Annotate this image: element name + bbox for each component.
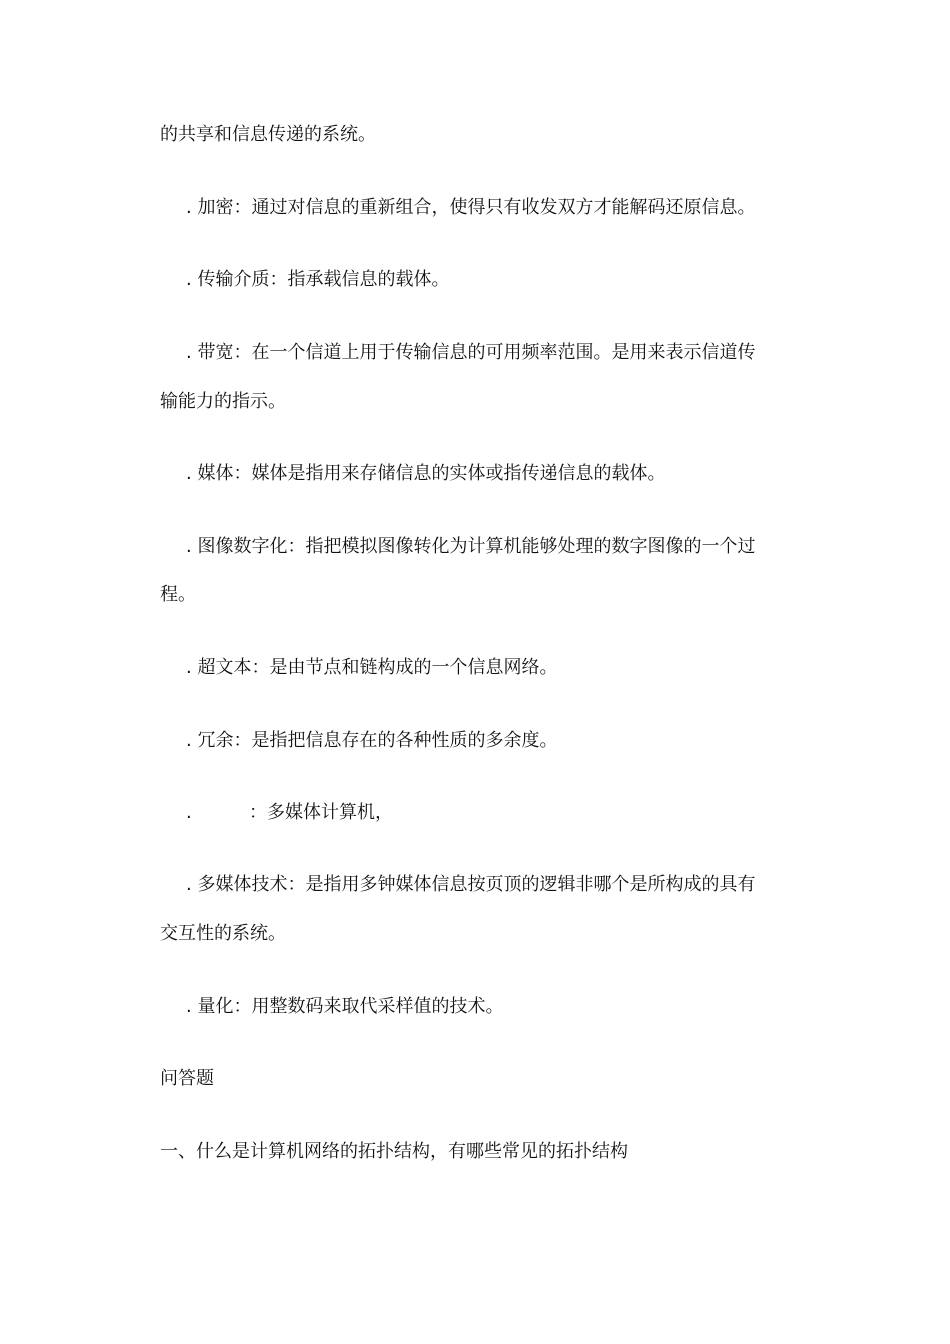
text-line: 程。 xyxy=(160,584,196,605)
definition-redundancy: . 冗余：是指把信息存在的各种性质的多余度。 xyxy=(186,730,558,751)
definition-multimedia-computer: . ：多媒体计算机， xyxy=(186,802,393,823)
definition-media: . 媒体：媒体是指用来存储信息的实体或指传递信息的载体。 xyxy=(186,463,666,484)
section-heading: 问答题 xyxy=(160,1068,214,1089)
definition-quantization: . 量化：用整数码来取代采样值的技术。 xyxy=(186,996,504,1017)
definition-bandwidth: . 带宽：在一个信道上用于传输信息的可用频率范围。是用来表示信道传 xyxy=(186,342,756,363)
definition-transmission-medium: . 传输介质：指承载信息的载体。 xyxy=(186,269,450,290)
text-line: 交互性的系统。 xyxy=(160,923,286,944)
text-line: 输能力的指示。 xyxy=(160,391,286,412)
definition-multimedia-technology: . 多媒体技术：是指用多钟媒体信息按页顶的逻辑非哪个是所构成的具有 xyxy=(186,874,756,895)
definition-encryption: . 加密：通过对信息的重新组合，使得只有收发双方才能解码还原信息。 xyxy=(186,197,756,218)
text-line: 的共享和信息传递的系统。 xyxy=(160,124,376,145)
question-heading: 一、什么是计算机网络的拓扑结构，有哪些常见的拓扑结构 xyxy=(160,1141,628,1162)
definition-image-digitization: . 图像数字化：指把模拟图像转化为计算机能够处理的数字图像的一个过 xyxy=(186,536,756,557)
definition-hypertext: . 超文本：是由节点和链构成的一个信息网络。 xyxy=(186,657,558,678)
